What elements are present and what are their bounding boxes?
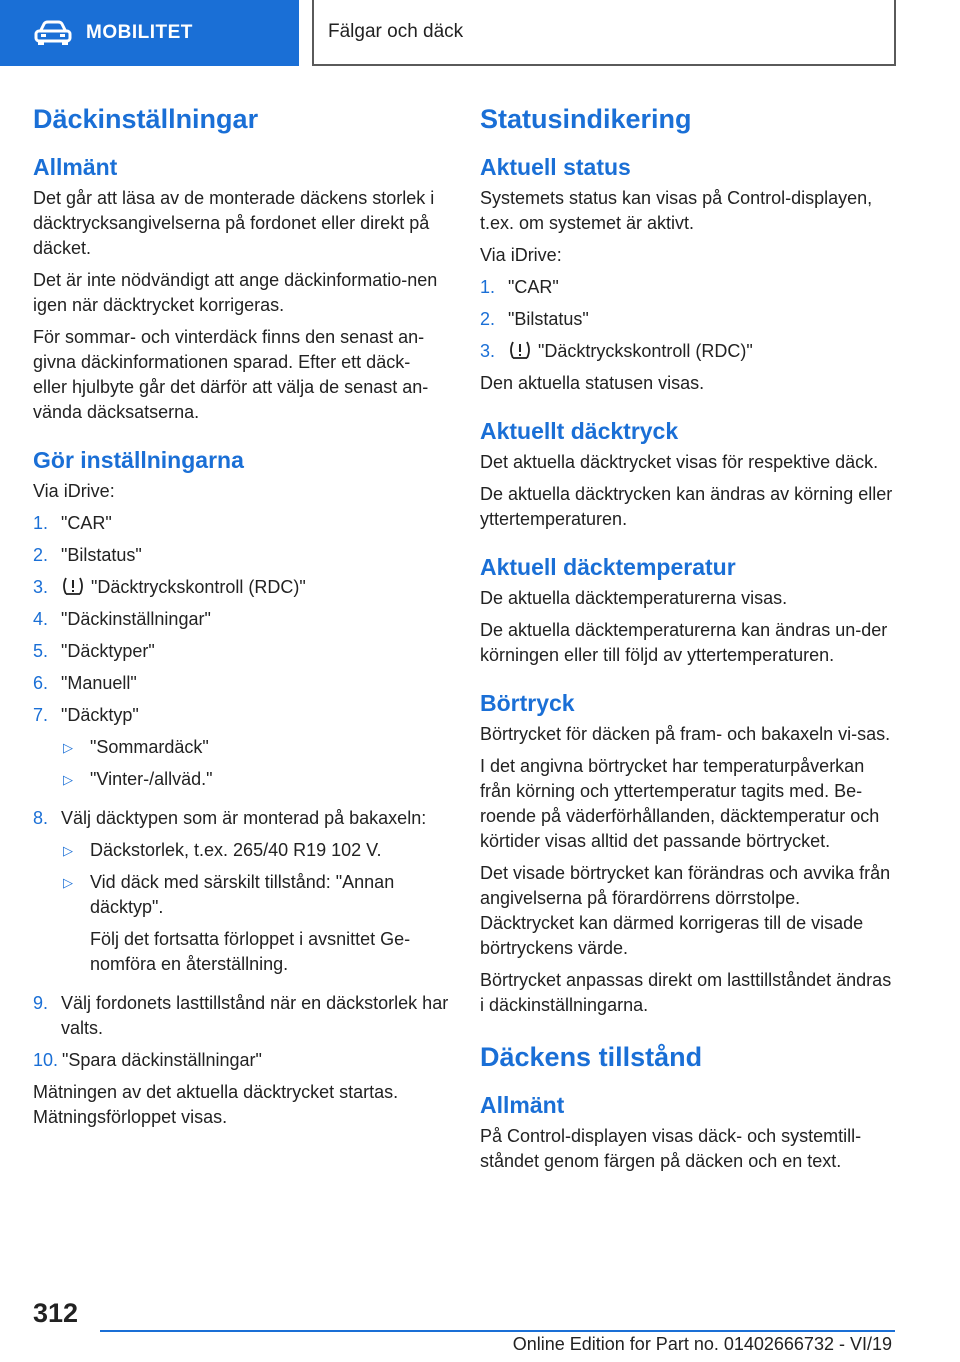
- list-item: [61, 870, 449, 977]
- chapter-title: Fälgar och däck: [328, 21, 464, 42]
- subheading-aktuell-status: Aktuell status: [480, 154, 631, 180]
- section-heading-dackinstallningar: Däckinställningar: [33, 104, 259, 134]
- step-number: 1.: [480, 277, 496, 297]
- left-column: [33, 100, 449, 1137]
- list-item: [33, 1048, 449, 1073]
- footer-divider: [100, 1330, 895, 1332]
- paragraph: De aktuella däcktemperaturerna visas.: [480, 588, 788, 608]
- list-item: [33, 639, 449, 664]
- list-item: [33, 607, 449, 632]
- step-text: "CAR": [61, 513, 112, 533]
- step-number: 9.: [33, 993, 49, 1013]
- step-text: "Bilstatus": [508, 309, 589, 329]
- paragraph: Det aktuella däcktrycket visas för respektive däck.: [480, 452, 879, 472]
- list-item: [61, 735, 449, 760]
- paragraph: Börtrycket för däcken på fram- och bakaxeln vi-sas.: [480, 724, 891, 744]
- step-number: 2.: [480, 309, 496, 329]
- right-column: [480, 100, 896, 1181]
- paragraph: Via iDrive:: [480, 245, 562, 265]
- step-text: Välj fordonets lasttillstånd när en däckstorlek har valts.: [61, 993, 449, 1038]
- step-number: 5.: [33, 641, 49, 661]
- step-number: 2.: [33, 545, 49, 565]
- sub-list: [61, 838, 449, 977]
- paragraph: Börtrycket anpassas direkt om lasttillståndet ändras i däckinställningarna.: [480, 970, 892, 1015]
- subheading-allmant: Allmänt: [480, 1092, 565, 1118]
- step-number: 3.: [480, 341, 496, 361]
- car-icon: [34, 20, 72, 46]
- step-text: "Däckinställningar": [61, 609, 211, 629]
- step-text: "Spara däckinställningar": [62, 1050, 262, 1070]
- paragraph: Systemets status kan visas på Control-displayen, t.ex. om systemet är aktivt.: [480, 188, 873, 233]
- subheading-allmant: Allmänt: [33, 154, 118, 180]
- step-text: "Däcktyp": [61, 705, 139, 725]
- sub-item-text: "Vinter-/allväd.": [90, 769, 213, 789]
- paragraph: Det går att läsa av de monterade däckens storlek i däcktrycksangivelserna på fordonet eller direkt på däcket.: [33, 188, 435, 258]
- section-title: MOBILITET: [86, 22, 193, 43]
- page-number: 312: [33, 1298, 79, 1328]
- paragraph: Det visade börtrycket kan förändras och avvika från angivelserna på förardörrens dörrstolpe. Däcktrycket kan därmed korrigeras till de visade börtryckens värde.: [480, 863, 891, 958]
- section-heading-statusindikering: Statusindikering: [480, 104, 692, 134]
- step-text: "CAR": [508, 277, 559, 297]
- sub-item-continuation: Följ det fortsatta förloppet i avsnittet Ge-nomföra en återställning.: [90, 929, 411, 974]
- step-number: 7.: [33, 705, 49, 725]
- step-number: 1.: [33, 513, 49, 533]
- paragraph: I det angivna börtrycket har temperaturpåverkan från körning och yttertemperatur tagits med. Be-roende på väderförhållanden, däcktemperatur och körtider visas alltid det passande börtrycket.: [480, 756, 880, 851]
- step-text: "Däcktryckskontroll (RDC)": [91, 577, 306, 597]
- list-item: [61, 838, 449, 863]
- paragraph: De aktuella däcktemperaturerna kan ändras un-der körningen eller till följd av yttertemperaturen.: [480, 620, 888, 665]
- paragraph: Det är inte nödvändigt att ange däckinformatio-nen igen när däcktrycket korrigeras.: [33, 270, 438, 315]
- paragraph: Den aktuella statusen visas.: [480, 373, 705, 393]
- step-text: "Manuell": [61, 673, 137, 693]
- subheading-aktuell-dacktemperatur: Aktuell däcktemperatur: [480, 554, 736, 580]
- list-item: [33, 511, 449, 536]
- step-list: [480, 275, 896, 364]
- chapter-tab: [312, 0, 896, 66]
- sub-item-text: Vid däck med särskilt tillstånd: "Annan däcktyp".: [90, 872, 395, 917]
- sub-item-text: Däckstorlek, t.ex. 265/40 R19 102 V.: [90, 840, 382, 860]
- step-number: 8.: [33, 808, 49, 828]
- section-heading-dackens-tillstand: Däckens tillstånd: [480, 1042, 703, 1072]
- list-item: [480, 307, 896, 332]
- footer-edition: Online Edition for Part no. 01402666732 - VI/19: [512, 1334, 892, 1354]
- list-item: [480, 339, 896, 364]
- subheading-bortryck: Börtryck: [480, 690, 575, 716]
- paragraph: Mätningen av det aktuella däcktrycket startas.: [33, 1082, 399, 1102]
- step-number: 4.: [33, 609, 49, 629]
- tire-pressure-warning-icon: [61, 576, 85, 596]
- list-item: [33, 575, 449, 600]
- list-item: [33, 806, 449, 984]
- step-text: "Däcktryckskontroll (RDC)": [538, 341, 753, 361]
- step-text: Välj däcktypen som är monterad på bakaxeln:: [61, 808, 427, 828]
- subheading-gor-installningarna: Gör inställningarna: [33, 447, 244, 473]
- paragraph: På Control-displayen visas däck- och systemtill-ståndet genom färgen på däcken och en text.: [480, 1126, 862, 1171]
- step-number: 3.: [33, 577, 49, 597]
- step-list: [33, 511, 449, 1073]
- list-item: [33, 543, 449, 568]
- triangle-bullet-icon: ▷: [63, 740, 73, 755]
- triangle-bullet-icon: ▷: [63, 772, 73, 787]
- section-tab: [0, 0, 299, 66]
- step-text: "Bilstatus": [61, 545, 142, 565]
- triangle-bullet-icon: ▷: [63, 843, 73, 858]
- list-item: [33, 991, 449, 1041]
- list-item: [61, 767, 449, 792]
- paragraph: Mätningsförloppet visas.: [33, 1107, 228, 1127]
- triangle-bullet-icon: ▷: [63, 875, 73, 890]
- sub-item-text: "Sommardäck": [90, 737, 209, 757]
- step-text: "Däcktyper": [61, 641, 155, 661]
- sub-list: [61, 735, 449, 792]
- step-number: 10.: [33, 1050, 59, 1070]
- list-item: [33, 703, 449, 799]
- subheading-aktuellt-dacktryck: Aktuellt däcktryck: [480, 418, 679, 444]
- list-item: [33, 671, 449, 696]
- paragraph: För sommar- och vinterdäck finns den senast an-givna däckinformationen sparad. Efter ett däck- eller hjulbyte går det därför att välja de senast an-vända däcksatserna.: [33, 327, 429, 422]
- tire-pressure-warning-icon: [508, 340, 532, 360]
- step-number: 6.: [33, 673, 49, 693]
- paragraph: Via iDrive:: [33, 481, 115, 501]
- list-item: [480, 275, 896, 300]
- paragraph: De aktuella däcktrycken kan ändras av körning eller yttertemperaturen.: [480, 484, 893, 529]
